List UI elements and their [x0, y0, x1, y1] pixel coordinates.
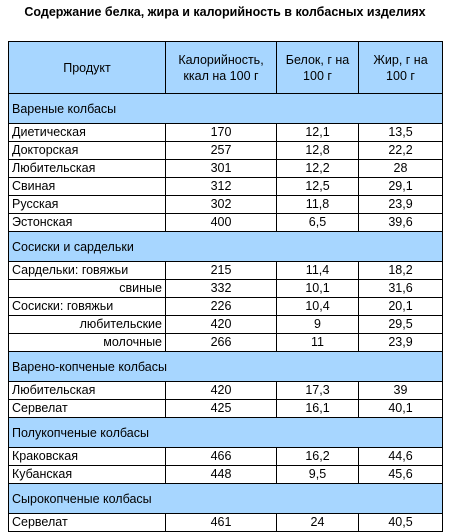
calories-value: 302	[166, 196, 277, 214]
calories-value: 312	[166, 178, 277, 196]
table-row	[9, 400, 443, 418]
product-name: Любительская	[9, 160, 166, 178]
table-row	[9, 178, 443, 196]
section-title: Полукопченые колбасы	[9, 418, 443, 448]
product-name: Краковская	[9, 448, 166, 466]
protein-value: 10,4	[277, 298, 359, 316]
section-row	[9, 484, 443, 514]
product-name: Докторская	[9, 142, 166, 160]
fat-value: 45,6	[359, 466, 443, 484]
protein-value: 6,5	[277, 214, 359, 232]
section-title: Варено-копченые колбасы	[9, 352, 443, 382]
header-calories: Калорийность, ккал на 100 г	[166, 42, 277, 94]
product-name: свиные	[9, 280, 166, 298]
fat-value: 39	[359, 382, 443, 400]
table-row	[9, 280, 443, 298]
table-row	[9, 382, 443, 400]
section-title: Вареные колбасы	[9, 94, 443, 124]
fat-value: 23,9	[359, 196, 443, 214]
protein-value: 24	[277, 514, 359, 532]
product-name: Любительская	[9, 382, 166, 400]
protein-value: 9,5	[277, 466, 359, 484]
calories-value: 226	[166, 298, 277, 316]
fat-value: 23,9	[359, 334, 443, 352]
product-name: Кубанская	[9, 466, 166, 484]
product-name: Свиная	[9, 178, 166, 196]
table-row	[9, 334, 443, 352]
protein-value: 9	[277, 316, 359, 334]
protein-value: 16,1	[277, 400, 359, 418]
section-row	[9, 418, 443, 448]
table-row	[9, 514, 443, 532]
fat-value: 20,1	[359, 298, 443, 316]
calories-value: 400	[166, 214, 277, 232]
table-row	[9, 316, 443, 334]
nutrition-table	[8, 41, 443, 532]
product-name: Сервелат	[9, 514, 166, 532]
protein-value: 12,2	[277, 160, 359, 178]
section-row	[9, 94, 443, 124]
table-row	[9, 214, 443, 232]
calories-value: 461	[166, 514, 277, 532]
fat-value: 40,5	[359, 514, 443, 532]
calories-value: 425	[166, 400, 277, 418]
product-name: Русская	[9, 196, 166, 214]
product-name: Сардельки: говяжьи	[9, 262, 166, 280]
fat-value: 31,6	[359, 280, 443, 298]
fat-value: 22,2	[359, 142, 443, 160]
table-row	[9, 262, 443, 280]
protein-value: 10,1	[277, 280, 359, 298]
table-row	[9, 124, 443, 142]
section-row	[9, 232, 443, 262]
fat-value: 29,5	[359, 316, 443, 334]
calories-value: 420	[166, 316, 277, 334]
fat-value: 18,2	[359, 262, 443, 280]
calories-value: 332	[166, 280, 277, 298]
calories-value: 170	[166, 124, 277, 142]
calories-value: 257	[166, 142, 277, 160]
section-row	[9, 352, 443, 382]
table-row	[9, 298, 443, 316]
fat-value: 13,5	[359, 124, 443, 142]
protein-value: 16,2	[277, 448, 359, 466]
fat-value: 39,6	[359, 214, 443, 232]
header-protein: Белок, г на 100 г	[277, 42, 359, 94]
fat-value: 28	[359, 160, 443, 178]
protein-value: 11,8	[277, 196, 359, 214]
calories-value: 466	[166, 448, 277, 466]
product-name: Сосиски: говяжьи	[9, 298, 166, 316]
protein-value: 12,8	[277, 142, 359, 160]
section-title: Сосиски и сардельки	[9, 232, 443, 262]
fat-value: 40,1	[359, 400, 443, 418]
table-row	[9, 142, 443, 160]
header-row	[9, 42, 443, 94]
product-name: Эстонская	[9, 214, 166, 232]
product-name: молочные	[9, 334, 166, 352]
table-row	[9, 160, 443, 178]
table-row	[9, 466, 443, 484]
product-name: Сервелат	[9, 400, 166, 418]
page-title: Содержание белка, жира и калорийность в колбасных изделиях	[24, 5, 426, 19]
fat-value: 29,1	[359, 178, 443, 196]
calories-value: 215	[166, 262, 277, 280]
fat-value: 44,6	[359, 448, 443, 466]
product-name: Диетическая	[9, 124, 166, 142]
protein-value: 11	[277, 334, 359, 352]
calories-value: 420	[166, 382, 277, 400]
calories-value: 301	[166, 160, 277, 178]
header-product: Продукт	[9, 42, 166, 94]
protein-value: 12,5	[277, 178, 359, 196]
protein-value: 11,4	[277, 262, 359, 280]
table-row	[9, 196, 443, 214]
product-name: любительские	[9, 316, 166, 334]
header-fat: Жир, г на 100 г	[359, 42, 443, 94]
table-row	[9, 448, 443, 466]
section-title: Сырокопченые колбасы	[9, 484, 443, 514]
protein-value: 12,1	[277, 124, 359, 142]
protein-value: 17,3	[277, 382, 359, 400]
calories-value: 266	[166, 334, 277, 352]
calories-value: 448	[166, 466, 277, 484]
